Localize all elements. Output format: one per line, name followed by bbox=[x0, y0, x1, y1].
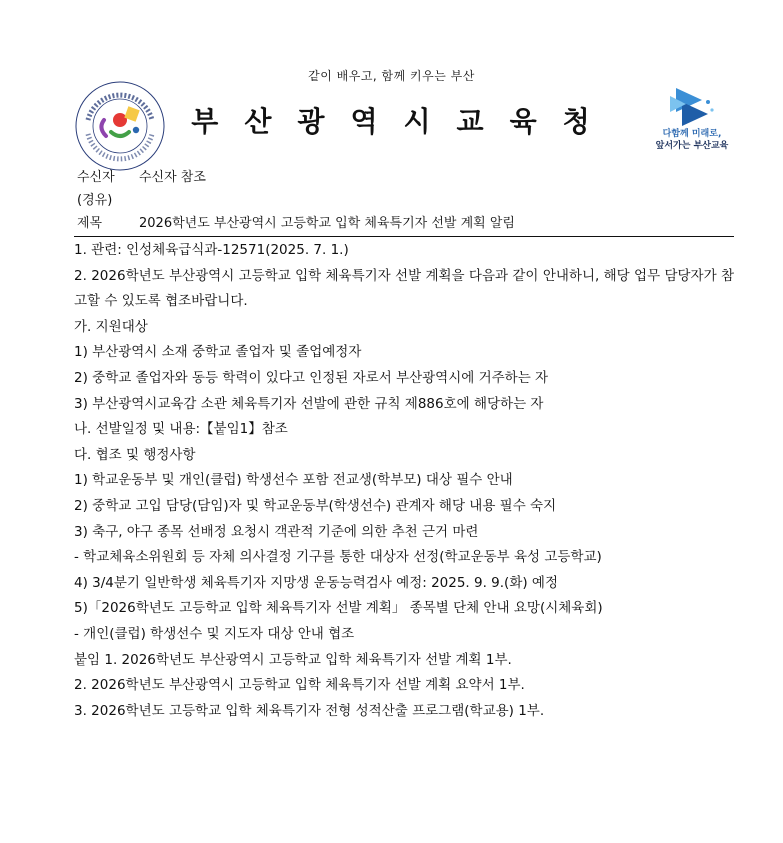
via-label: (경유) bbox=[77, 193, 113, 208]
body-line: 1. 관련: 인성체육급식과-12571(2025. 7. 1.) bbox=[74, 242, 349, 258]
body-line: 5)「2026학년도 고등학교 입학 체육특기자 선발 계획」 종목별 단체 안내 요망(시체육회) bbox=[74, 600, 603, 617]
recipient-row bbox=[77, 166, 206, 185]
office-seal-logo bbox=[74, 80, 166, 172]
body-line: - 학교체육소위원회 등 자체 의사결정 기구를 통한 대상자 선정(학교운동부 육성 고등학교) bbox=[74, 549, 602, 566]
body-line: 1) 부산광역시 소재 중학교 졸업자 및 졸업예정자 bbox=[74, 344, 362, 361]
header-divider bbox=[74, 236, 734, 237]
brand-slogan-line2: 앞서가는 부산교육 bbox=[655, 141, 729, 151]
subject-value: 2026학년도 부산광역시 고등학교 입학 체육특기자 선발 계획 알림 bbox=[139, 216, 515, 231]
brand-slogan bbox=[646, 128, 738, 152]
body-line: 나. 선발일정 및 내용:【붙임1】참조 bbox=[74, 421, 288, 438]
body-line: 3) 축구, 야구 종목 선배정 요청시 객관적 기준에 의한 추천 근거 마련 bbox=[74, 523, 479, 540]
attachment-line: 2. 2026학년도 부산광역시 고등학교 입학 체육특기자 선발 계획 요약서 1부. bbox=[74, 677, 525, 694]
body-line: 가. 지원대상 bbox=[74, 318, 148, 335]
body-line: 4) 3/4분기 일반학생 체육특기자 지망생 운동능력검사 예정: 2025. 9. 9.(화) 예정 bbox=[74, 574, 559, 591]
org-title: 부산광역시교육청 bbox=[191, 105, 616, 138]
body-line: 2. 2026학년도 부산광역시 고등학교 입학 체육특기자 선발 계획을 다음과 같이 안내하니, 해당 업무 담당자가 참고할 수 있도록 협조바랍니다. bbox=[74, 267, 734, 310]
subject-label: 제목 bbox=[77, 216, 103, 231]
recipient-label: 수신자 bbox=[77, 170, 115, 185]
body-line: - 개인(클럽) 학생선수 및 지도자 대상 안내 협조 bbox=[74, 625, 355, 642]
via-row bbox=[77, 189, 112, 208]
body-line: 2) 중학교 고입 담당(담임)자 및 학교운동부(학생선수) 관계자 해당 내용 필수 숙지 bbox=[74, 497, 557, 514]
motto: 같이 배우고, 함께 키우는 부산 bbox=[308, 69, 475, 83]
brand-slogan-line1: 다함께 미래로, bbox=[662, 129, 722, 139]
subject-row bbox=[77, 212, 515, 231]
body-line: 1) 학교운동부 및 개인(클럽) 학생선수 포함 전교생(학부모) 대상 필수 안내 bbox=[74, 472, 513, 489]
attachment-line: 3. 2026학년도 고등학교 입학 체육특기자 전형 성적산출 프로그램(학교용) 1부. bbox=[74, 702, 545, 719]
body-line: 다. 협조 및 행정사항 bbox=[74, 446, 196, 463]
body-line: 3) 부산광역시교육감 소관 체육특기자 선발에 관한 규칙 제886호에 해당하는 자 bbox=[74, 395, 544, 412]
body-line: 2) 중학교 졸업자와 동등 학력이 있다고 인정된 자로서 부산광역시에 거주하는 자 bbox=[74, 369, 549, 386]
document-body bbox=[74, 238, 734, 724]
attachment-line: 붙임 1. 2026학년도 부산광역시 고등학교 입학 체육특기자 선발 계획 1부. bbox=[74, 651, 512, 668]
recipient-value: 수신자 참조 bbox=[139, 170, 206, 185]
